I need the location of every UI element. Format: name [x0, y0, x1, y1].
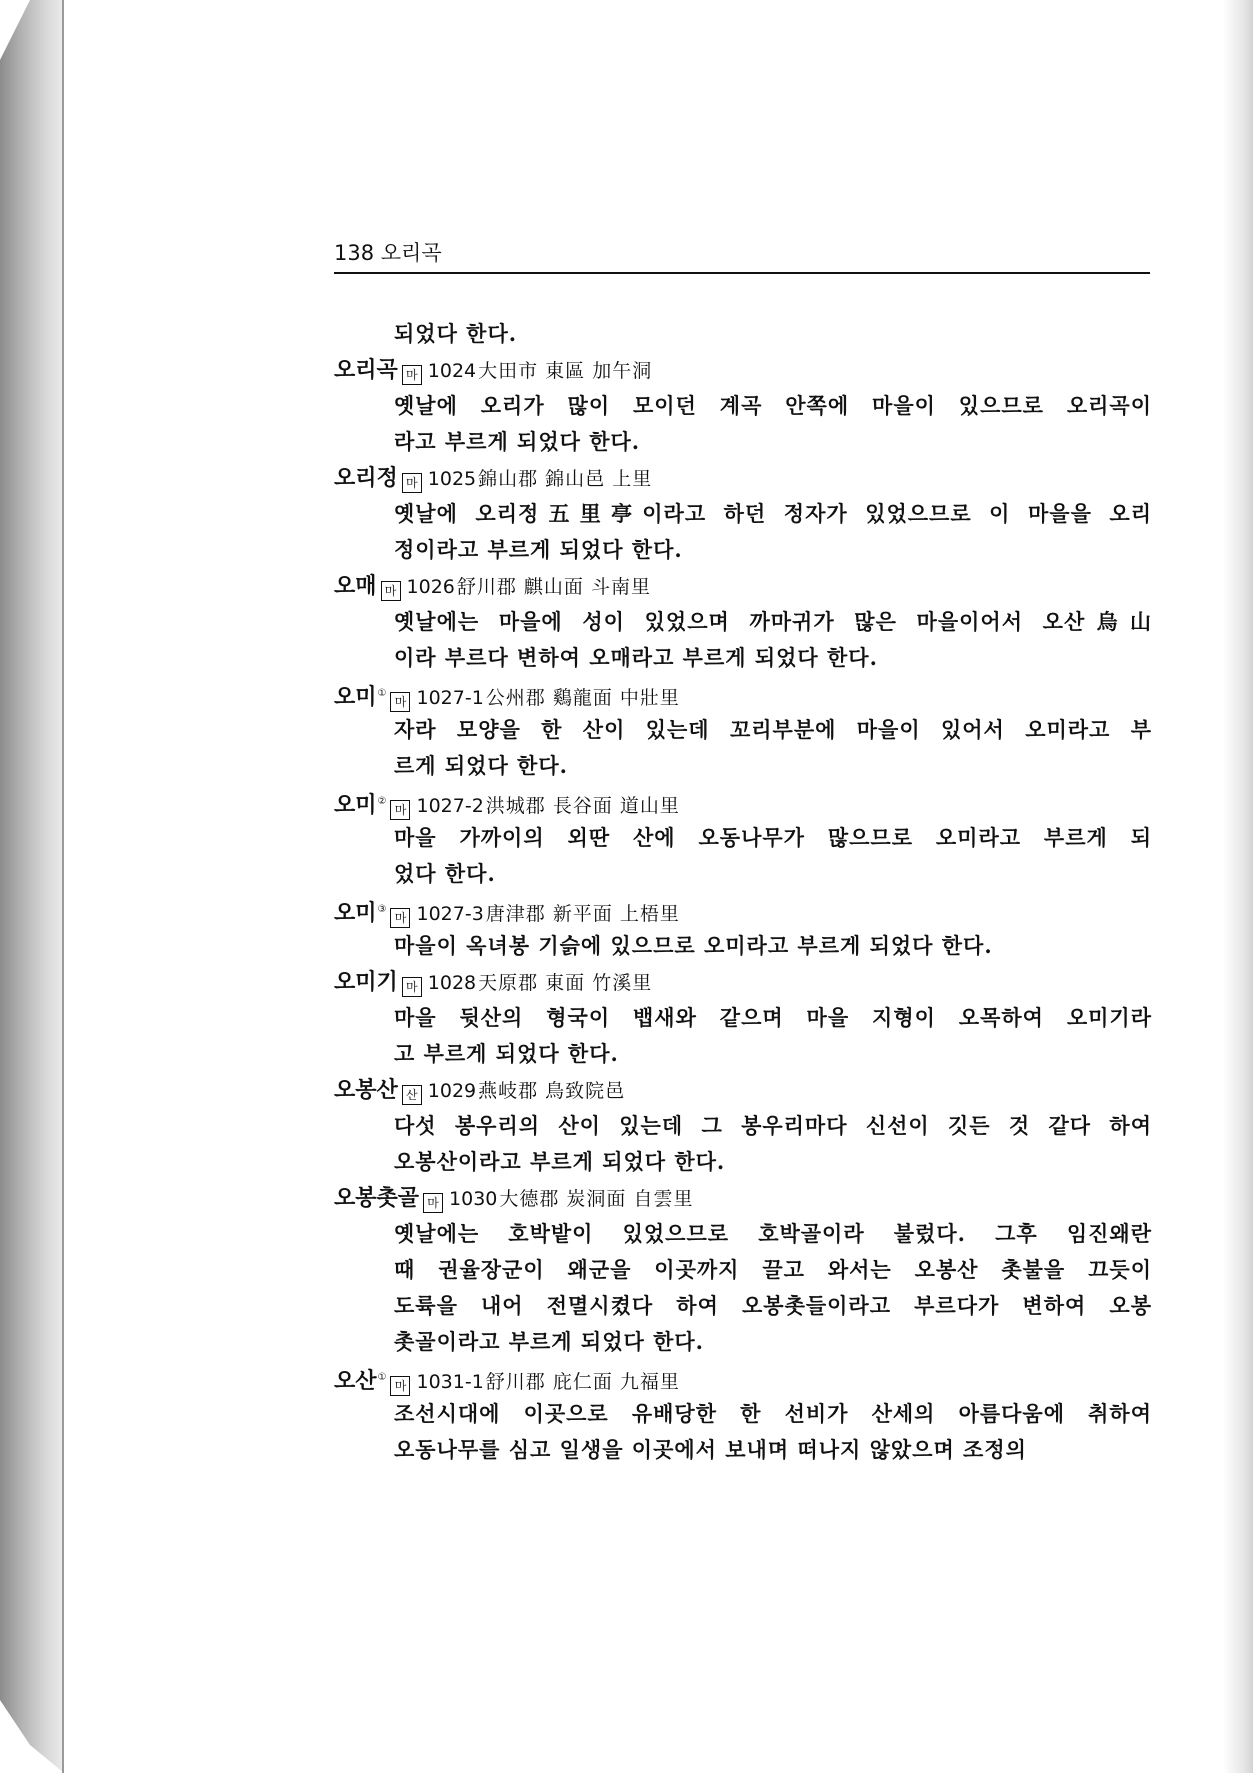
category-box-mark: 마 [390, 1376, 410, 1396]
entry-number: 1024 [427, 360, 477, 382]
entry-body-line: 라고 부르게 되었다 한다. [394, 429, 641, 454]
category-box-mark: 마 [402, 473, 422, 493]
entry-index-superscript: ② [377, 796, 387, 807]
entry-heading [334, 676, 1152, 712]
dictionary-content [334, 316, 1152, 1468]
entry-number: 1027-3 [416, 903, 484, 925]
entry-body-line: 옛날에는 마을에 성이 있었으며 까마귀가 많은 마을이어서 오산烏山 [394, 609, 1152, 634]
entry-term: 오미기 [334, 970, 398, 995]
entry-location: 公州郡 鷄龍面 中壯里 [485, 687, 680, 709]
entry-term: 오미 [334, 685, 377, 710]
entry-body-line: 르게 되었다 한다. [394, 753, 568, 778]
entry-heading [334, 460, 1152, 496]
entry-body-line: 자라 모양을 한 산이 있는데 꼬리부분에 마을이 있어서 오미라고 부 [394, 717, 1152, 742]
category-box-mark: 산 [402, 1085, 422, 1105]
entry-body-line: 다섯 봉우리의 산이 있는데 그 봉우리마다 신선이 깃든 것 같다 하여 [394, 1113, 1152, 1138]
category-box-mark: 마 [390, 800, 410, 820]
entry-term: 오산 [334, 1369, 377, 1394]
entry-term: 오미 [334, 901, 377, 926]
entry-body-line: 옛날에는 호박밭이 있었으므로 호박골이라 불렀다. 그후 임진왜란 [394, 1221, 1152, 1246]
entry-location: 大德郡 炭洞面 自雲里 [499, 1188, 694, 1210]
entry-number: 1027-1 [416, 687, 484, 709]
entry-body-line: 도륙을 내어 전멸시켰다 하여 오봉촛들이라고 부르다가 변하여 오봉 [394, 1293, 1152, 1318]
entry-body-line: 오봉산이라고 부르게 되었다 한다. [394, 1149, 726, 1174]
category-box-mark: 마 [381, 581, 401, 601]
entry-location: 舒川郡 庇仁面 九福里 [485, 1371, 680, 1393]
entry-location: 大田市 東區 加午洞 [478, 360, 653, 382]
entry-heading [334, 1072, 1152, 1108]
entry-term: 오리곡 [334, 358, 398, 383]
entry-term: 오미 [334, 793, 377, 818]
entry-body-line: 옛날에 오리정五里亭이라고 하던 정자가 있었으므로 이 마을을 오리 [394, 501, 1152, 526]
entry-location: 天原郡 東面 竹溪里 [478, 972, 653, 994]
entry-location: 錦山郡 錦山邑 上里 [478, 468, 653, 490]
entry-body-line: 되었다 한다. [394, 321, 518, 346]
entry-number: 1027-2 [416, 795, 484, 817]
entry-heading [334, 568, 1152, 604]
entry-index-superscript: ③ [377, 904, 387, 915]
category-box-mark: 마 [390, 692, 410, 712]
entry-body-line: 촛골이라고 부르게 되었다 한다. [394, 1329, 704, 1354]
entry-term: 오리정 [334, 466, 398, 491]
entry-number: 1029 [427, 1080, 477, 1102]
entry-location: 洪城郡 長谷面 道山里 [485, 795, 680, 817]
category-box-mark: 마 [390, 908, 410, 928]
entry-number: 1031-1 [416, 1371, 484, 1393]
entry-location: 舒川郡 麒山面 斗南里 [456, 576, 651, 598]
entry-number: 1025 [427, 468, 477, 490]
category-box-mark: 마 [423, 1193, 443, 1213]
entry-heading [334, 784, 1152, 820]
category-box-mark: 마 [402, 977, 422, 997]
entry-body-line: 었다 한다. [394, 861, 496, 886]
entry-term: 오매 [334, 574, 377, 599]
entry-heading [334, 1180, 1152, 1216]
entry-term: 오봉산 [334, 1078, 398, 1103]
entry-term: 오봉촛골 [334, 1186, 420, 1211]
page-right-shadow [1223, 0, 1253, 1773]
entry-location: 燕岐郡 鳥致院邑 [478, 1080, 626, 1102]
entry-index-superscript: ① [377, 688, 387, 699]
category-box-mark: 마 [402, 365, 422, 385]
book-edge [0, 0, 64, 1773]
entry-heading [334, 892, 1152, 928]
entry-body-line: 마을 가까이의 외딴 산에 오동나무가 많으므로 오미라고 부르게 되 [394, 825, 1152, 850]
running-head: 138 오리곡 [334, 236, 1150, 274]
page [64, 0, 1223, 1773]
entry-body-line: 옛날에 오리가 많이 모이던 계곡 안쪽에 마을이 있으므로 오리곡이 [394, 393, 1152, 418]
entry-body-line: 이라 부르다 변하여 오매라고 부르게 되었다 한다. [394, 645, 878, 670]
entry-heading [334, 964, 1152, 1000]
entry-body-line: 고 부르게 되었다 한다. [394, 1041, 619, 1066]
entry-body-line: 마을 뒷산의 형국이 뱁새와 같으며 마을 지형이 오목하여 오미기라 [394, 1005, 1152, 1030]
entry-number: 1026 [406, 576, 455, 598]
entry-heading [334, 352, 1152, 388]
entry-index-superscript: ① [377, 1372, 387, 1383]
entry-number: 1028 [427, 972, 477, 994]
entry-location: 唐津郡 新平面 上梧里 [485, 903, 680, 925]
entry-number: 1030 [449, 1188, 498, 1210]
entry-body-line: 마을이 옥녀봉 기슭에 있으므로 오미라고 부르게 되었다 한다. [394, 933, 993, 958]
entry-heading [334, 1360, 1152, 1396]
entry-body-line: 조선시대에 이곳으로 유배당한 한 선비가 산세의 아름다움에 취하여 [394, 1401, 1152, 1426]
entry-body-line: 때 권율장군이 왜군을 이곳까지 끌고 와서는 오봉산 촛불을 끄듯이 [394, 1257, 1152, 1282]
entry-body-line: 오동나무를 심고 일생을 이곳에서 보내며 떠나지 않았으며 조정의 [394, 1437, 1027, 1462]
entry-body-line: 정이라고 부르게 되었다 한다. [394, 537, 683, 562]
